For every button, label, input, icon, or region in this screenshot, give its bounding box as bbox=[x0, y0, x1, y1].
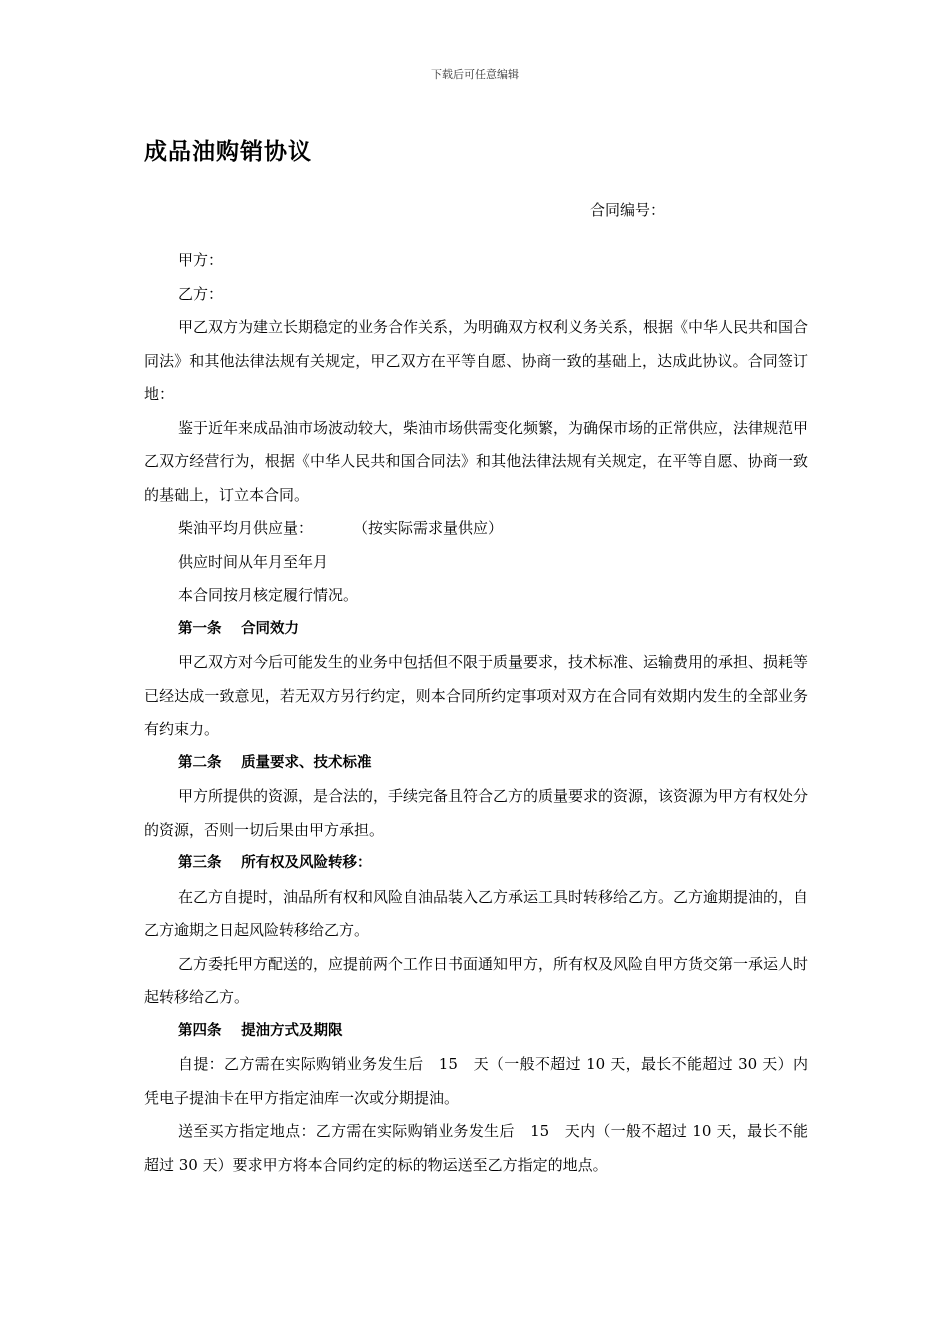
article-3-heading: 第三条 所有权及风险转移： bbox=[178, 855, 372, 871]
monthly-review-line: 本合同按月核定履行情况。 bbox=[178, 586, 359, 604]
article-4-heading: 第四条 提油方式及期限 bbox=[178, 1022, 343, 1039]
background-paragraph: 鉴于近年来成品油市场波动较大，柴油市场供需变化频繁，为确保市场的正常供应，法律规范甲乙双方经营行为，根据《中华人民共和国合同法》和其他法律法规有关规定，在平等自愿、协商一致的基础上，订立本合同。 bbox=[144, 418, 809, 504]
supply-quantity-note: （按实际需求量供应） bbox=[353, 519, 504, 537]
article-2-heading: 第二条 质量要求、技术标准 bbox=[178, 754, 372, 771]
header-note: 下载后可任意编辑 bbox=[431, 68, 519, 81]
article-4-paragraph-2: 送至买方指定地点：乙方需在实际购销业务发生后 15 天内（一般不超过 10 天，最长不能超过 30 天）要求甲方将本合同约定的标的物运送至乙方指定的地点。 bbox=[144, 1122, 808, 1174]
document-body bbox=[144, 244, 808, 1182]
supply-time-line: 供应时间从年月至年月 bbox=[178, 552, 329, 571]
article-2-paragraph: 甲方所提供的资源，是合法的，手续完备且符合乙方的质量要求的资源，该资源为甲方有权处分的资源，否则一切后果由甲方承担。 bbox=[144, 787, 809, 839]
article-3-paragraph-1: 在乙方自提时，油品所有权和风险自油品装入乙方承运工具时转移给乙方。乙方逾期提油的，自乙方逾期之日起风险转移给乙方。 bbox=[144, 887, 809, 939]
article-1-paragraph: 甲乙双方对今后可能发生的业务中包括但不限于质量要求，技术标准、运输费用的承担、损耗等已经达成一致意见，若无双方另行约定，则本合同所约定事项对双方在合同有效期内发生的全部业务有约束力。 bbox=[144, 653, 809, 738]
supply-quantity-label: 柴油平均月供应量： bbox=[178, 519, 314, 537]
party-a-line: 甲方： bbox=[178, 251, 224, 269]
contract-number-label: 合同编号： bbox=[590, 201, 666, 219]
intro-paragraph: 甲乙双方为建立长期稳定的业务合作关系，为明确双方权利义务关系，根据《中华人民共和国合同法》和其他法律法规有关规定，甲乙双方在平等自愿、协商一致的基础上，达成此协议。合同签订地： bbox=[144, 318, 809, 403]
party-b-line: 乙方： bbox=[178, 284, 224, 303]
article-3-paragraph-2: 乙方委托甲方配送的，应提前两个工作日书面通知甲方，所有权及风险自甲方货交第一承运人时起转移给乙方。 bbox=[144, 954, 809, 1006]
supply-quantity-line bbox=[144, 512, 808, 546]
article-4-paragraph-1: 自提：乙方需在实际购销业务发生后 15 天（一般不超过 10 天，最长不能超过 30 天）内凭电子提油卡在甲方指定油库一次或分期提油。 bbox=[144, 1055, 808, 1107]
article-1-heading: 第一条 合同效力 bbox=[178, 620, 300, 637]
document-title: 成品油购销协议 bbox=[144, 139, 312, 165]
